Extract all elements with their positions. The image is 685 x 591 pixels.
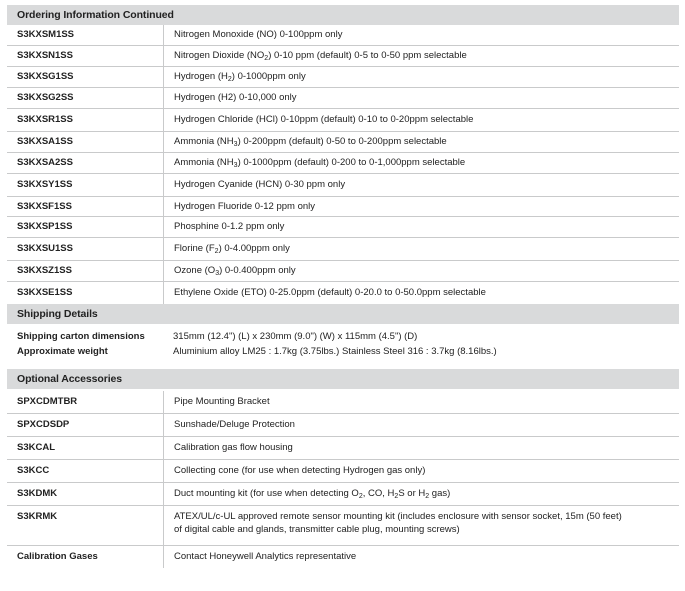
part-description: Ammonia $(NH_3)$ 0-1000ppm (default) 0-200 to 0-1,000ppm selectable (163, 153, 679, 173)
table-row (7, 506, 679, 546)
part-code: S3KXSR1SS (17, 114, 73, 125)
part-code: S3KXSA1SS (17, 136, 73, 147)
part-description: Nitrogen Monoxide (NO) 0-100ppm only (163, 25, 679, 45)
part-code: S3KXSE1SS (17, 287, 73, 298)
table-row (7, 46, 679, 67)
ordering-table (7, 25, 679, 304)
table-row (7, 25, 679, 46)
part-description: Nitrogen Dioxide $(NO_2)$ 0-10 ppm (default) 0-5 to 0-50 ppm selectable (163, 46, 679, 66)
part-code: S3KDMK (17, 488, 58, 499)
table-row (7, 437, 679, 460)
shipping-row (7, 324, 679, 368)
part-code: S3KXSM1SS (17, 29, 75, 40)
shipping-values (163, 324, 679, 368)
table-row (7, 546, 679, 568)
weight-label: Approximate weight (17, 346, 108, 357)
table-row (7, 109, 679, 132)
part-code: S3KXSF1SS (17, 201, 72, 212)
ordering-section-title: Ordering Information Continued (7, 5, 679, 25)
shipping-section-title: Shipping Details (7, 304, 679, 324)
part-code: S3KXSP1SS (17, 221, 73, 232)
carton-dimensions-label: Shipping carton dimensions (17, 331, 145, 342)
part-code: S3KXSZ1SS (17, 265, 72, 276)
table-row (7, 67, 679, 88)
shipping-labels (7, 324, 163, 368)
part-description: Hydrogen Chloride (HCl) 0-10ppm (default) 0-10 to 0-20ppm selectable (163, 109, 679, 131)
part-code: S3KXSY1SS (17, 179, 73, 190)
part-code: S3KCAL (17, 442, 56, 453)
part-description: Ozone $(O_3)$ 0-0.400ppm only (163, 261, 679, 281)
part-code: S3KCC (17, 465, 50, 476)
part-code: S3KXSG1SS (17, 71, 74, 82)
part-description: Pipe Mounting Bracket (163, 391, 679, 413)
part-description: Calibration gas flow housing (163, 437, 679, 459)
table-row (7, 88, 679, 109)
part-code: S3KXSU1SS (17, 243, 73, 254)
part-description: Phosphine 0-1.2 ppm only (163, 217, 679, 237)
part-code: S3KXSN1SS (17, 50, 73, 61)
accessories-section-title: Optional Accessories (7, 369, 679, 389)
part-description: Hydrogen Cyanide (HCN) 0-30 ppm only (163, 174, 679, 196)
table-row (7, 483, 679, 506)
table-row (7, 414, 679, 437)
table-row (7, 391, 679, 414)
part-description: Hydrogen Fluoride 0-12 ppm only (163, 197, 679, 216)
part-code: SPXCDSDP (17, 419, 70, 430)
ordering-document (7, 5, 679, 568)
part-description: Hydrogen (H2) 0-10,000 only (163, 88, 679, 108)
part-description: Contact Honeywell Analytics representative (163, 546, 679, 568)
table-row (7, 282, 679, 304)
part-code: Calibration Gases (17, 551, 98, 562)
table-row (7, 238, 679, 261)
part-description: Sunshade/Deluge Protection (163, 414, 679, 436)
part-description: Ammonia $(NH_3)$ 0-200ppm (default) 0-50 to 0-200ppm selectable (163, 132, 679, 152)
part-description: Ethylene Oxide (ETO) 0-25.0ppm (default) 0-20.0 to 0-50.0ppm selectable (163, 282, 679, 304)
part-description: Florine $(F_2)$ 0-4.00ppm only (163, 238, 679, 260)
part-code: S3KRMK (17, 511, 58, 522)
table-row (7, 132, 679, 153)
accessories-table (7, 391, 679, 568)
table-row (7, 197, 679, 217)
table-row (7, 174, 679, 197)
part-description: Duct mounting kit (for use when detecting $O_2$, CO, $H_2S$ or $H_2$ gas) (163, 483, 679, 505)
part-code: SPXCDMTBR (17, 396, 78, 407)
table-row (7, 153, 679, 174)
part-description: Hydrogen $(H_2)$ 0-1000ppm only (163, 67, 679, 87)
part-code: S3KXSA2SS (17, 157, 73, 168)
carton-dimensions-value: 315mm (12.4") (L) x 230mm (9.0") (W) x 115mm (4.5") (D) (173, 331, 418, 342)
table-row (7, 261, 679, 282)
part-description: ATEX/UL/c-UL approved remote sensor mounting kit (includes enclosure with sensor socket, 15m (50 feet) of digital cable and glands, transmitter cable plug, mounting screws) (163, 506, 679, 545)
weight-value: Aluminium alloy LM25 : 1.7kg (3.75lbs.) Stainless Steel 316 : 3.7kg (8.16lbs.) (173, 346, 497, 357)
table-row (7, 460, 679, 483)
part-code: S3KXSG2SS (17, 92, 74, 103)
part-description: Collecting cone (for use when detecting Hydrogen gas only) (163, 460, 679, 482)
table-row (7, 217, 679, 238)
